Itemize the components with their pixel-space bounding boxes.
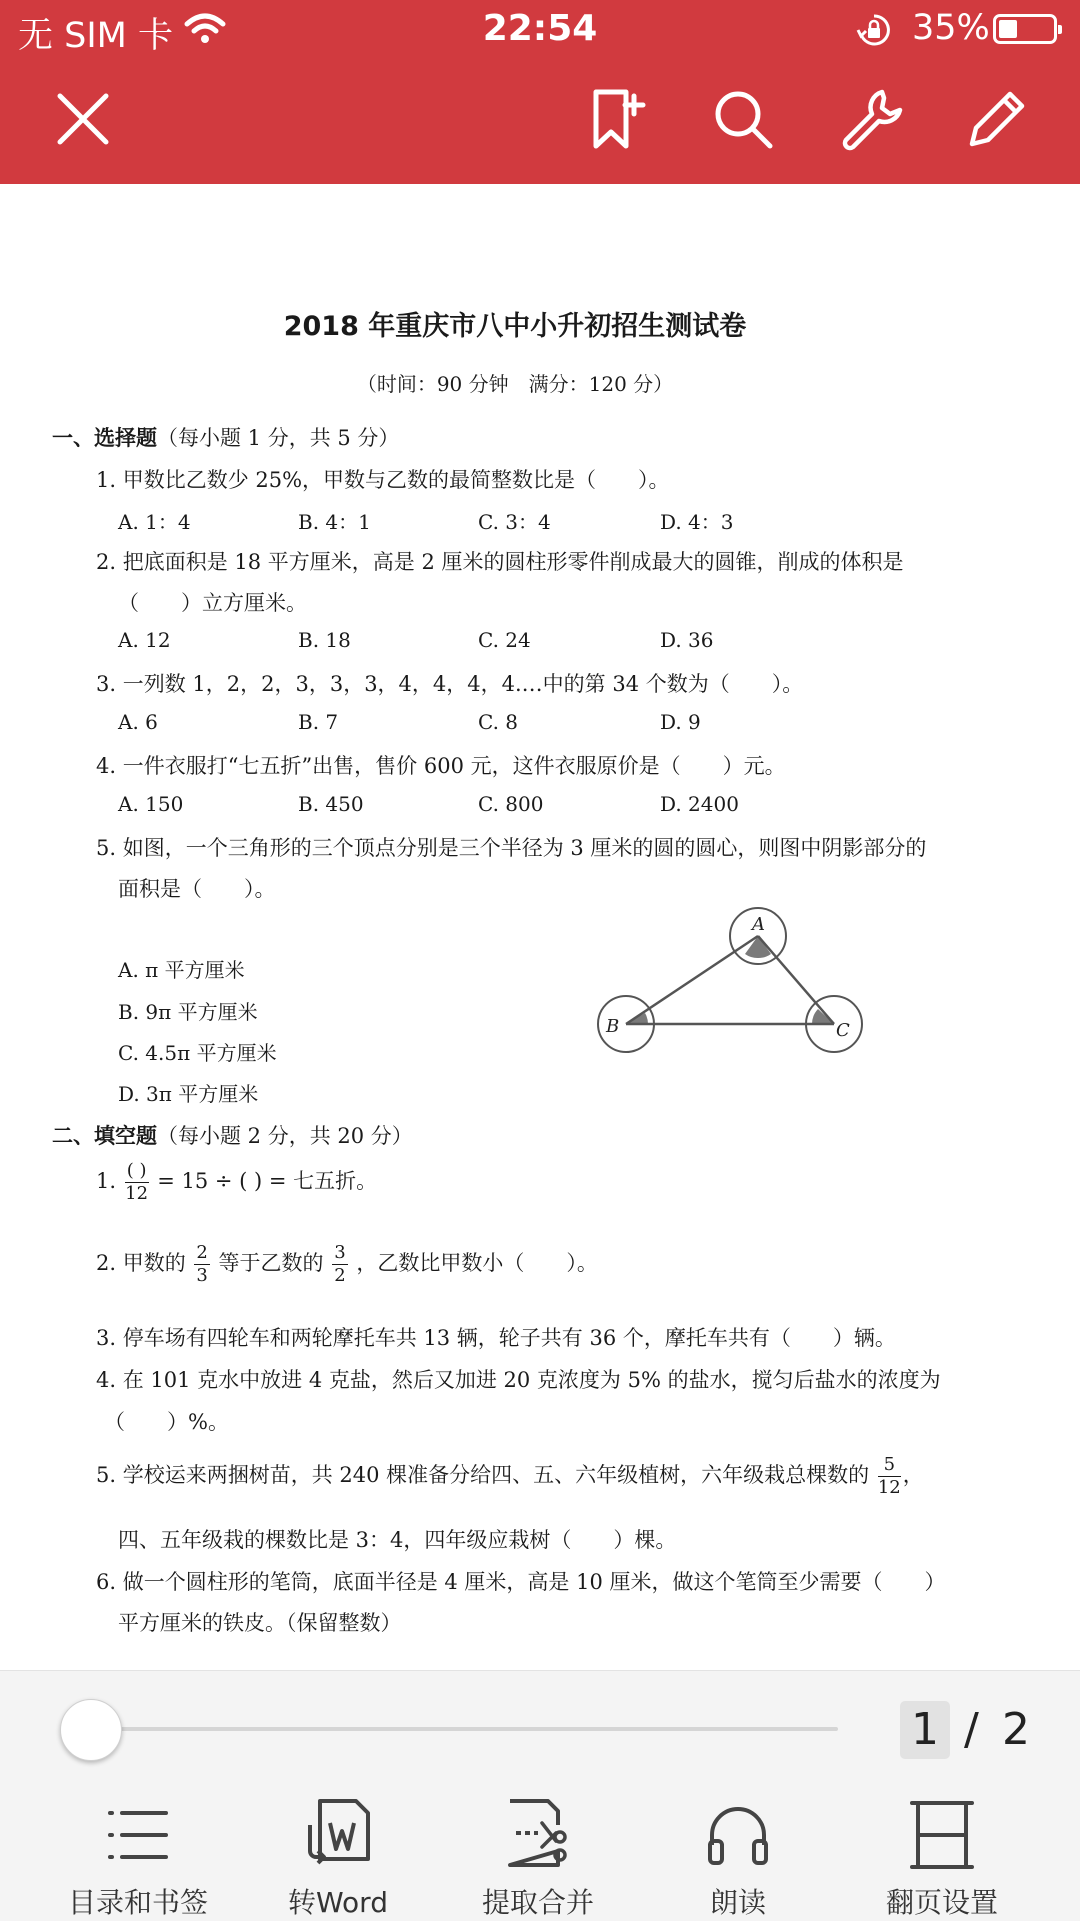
clock: 22:54 [482, 8, 598, 49]
option: C. 800 [478, 792, 544, 816]
convert-word-button[interactable] [238, 1795, 438, 1921]
extract-merge-icon [498, 1795, 578, 1875]
question-text: 5. 学校运来两捆树苗，共 240 棵准备分给四、五、六年级植树，六年级栽总棵数的 [96, 1463, 870, 1487]
option: A. 150 [118, 792, 184, 816]
option: C. 4.5π 平方厘米 [118, 1041, 277, 1065]
close-icon[interactable] [48, 84, 118, 154]
fraction-numerator: 2 [196, 1242, 208, 1263]
fraction-numerator: 3 [334, 1242, 346, 1263]
question-text: 2. 甲数的 [96, 1251, 186, 1275]
option: B. 4：1 [298, 510, 371, 534]
option: A. 6 [118, 710, 158, 734]
option: A. 1：4 [118, 510, 191, 534]
triangle-figure [590, 904, 870, 1074]
section-note: （每小题 2 分，共 20 分） [157, 1124, 413, 1148]
question-text: 4. 在 101 克水中放进 4 克盐，然后又加进 20 克浓度为 5% 的盐水，搅匀后盐水的浓度为 [96, 1368, 941, 1392]
question-text-cont: 四、五年级栽的棵数比是 3：4，四年级应栽树（ ）棵。 [118, 1528, 677, 1552]
question-text: 等于乙数的 [218, 1251, 324, 1275]
section-note: （每小题 1 分，共 5 分） [157, 426, 400, 450]
pencil-icon[interactable] [962, 84, 1032, 154]
question-text: = 15 ÷ ( ) = 七五折。 [157, 1169, 378, 1193]
option: A. 12 [118, 628, 171, 652]
current-page-input[interactable]: 1 [900, 1701, 950, 1759]
fraction-denominator: 12 [877, 1477, 901, 1498]
option: A. π 平方厘米 [118, 958, 245, 982]
option: B. 7 [298, 710, 339, 734]
question-text: 5. 如图，一个三角形的三个顶点分别是三个半径为 3 厘米的圆的圆心，则图中阴影部分的 [96, 836, 927, 860]
fraction-numerator: ( ) [126, 1160, 147, 1181]
option: D. 3π 平方厘米 [118, 1082, 259, 1106]
fraction-denominator: 3 [196, 1265, 208, 1286]
option: C. 3：4 [478, 510, 551, 534]
vertex-label-b: B [606, 1016, 620, 1037]
nav-label: 目录和书签 [67, 1886, 208, 1919]
question-text: 3. 停车场有四轮车和两轮摩托车共 13 辆，轮子共有 36 个，摩托车共有（ ）辆。 [96, 1326, 896, 1350]
wrench-icon[interactable] [836, 84, 906, 154]
battery-percent: 35% [912, 8, 990, 48]
section-heading [52, 422, 399, 452]
battery-icon [993, 14, 1057, 44]
option: D. 2400 [660, 792, 739, 816]
vertex-label-c: C [836, 1020, 850, 1041]
rotation-lock-icon [856, 12, 892, 52]
toc-bookmarks-button[interactable] [38, 1795, 238, 1921]
question-text: ， [902, 1463, 924, 1487]
question-text: 1. 甲数比乙数少 25%，甲数与乙数的最简整数比是（ ）。 [96, 468, 670, 492]
fraction-denominator: 2 [334, 1265, 346, 1286]
option: D. 36 [660, 628, 714, 652]
nav-label: 提取合并 [481, 1886, 594, 1919]
page-slider-knob[interactable] [60, 1699, 122, 1761]
fraction [878, 1454, 901, 1499]
option: C. 24 [478, 628, 531, 652]
question-text-cont: 面积是（ ）。 [118, 877, 276, 901]
section-title: 二、填空题 [52, 1123, 157, 1148]
vertex-label-a: A [752, 914, 765, 935]
fraction [332, 1242, 347, 1287]
fraction-denominator: 12 [125, 1183, 149, 1204]
question-text: 3. 一列数 1，2，2，3，3，3，4，4，4，4.…中的第 34 个数为（ ）。 [96, 672, 804, 696]
question-text-cont: （ ）%。 [104, 1410, 229, 1434]
fraction [194, 1242, 209, 1287]
document-title: 2018 年重庆市八中小升初招生测试卷 [283, 311, 747, 342]
option: D. 4：3 [660, 510, 734, 534]
option: B. 9π 平方厘米 [118, 1000, 258, 1024]
fill-question [96, 1160, 377, 1205]
bottom-panel [0, 1670, 1080, 1921]
search-icon[interactable] [708, 84, 778, 154]
question-text: 4. 一件衣服打“七五折”出售，售价 600 元，这件衣服原价是（ ）元。 [96, 754, 786, 778]
question-text: 2. 把底面积是 18 平方厘米，高是 2 厘米的圆柱形零件削成最大的圆锥，削成的体积是 [96, 550, 904, 574]
section-title: 一、选择题 [52, 425, 157, 450]
page-separator: / [964, 1704, 979, 1755]
bookmark-add-icon[interactable] [582, 84, 652, 154]
nav-label: 转Word [288, 1886, 388, 1919]
fraction-numerator: 5 [878, 1454, 901, 1477]
page-turn-settings-button[interactable] [842, 1795, 1042, 1921]
question-text: ，乙数比甲数小（ ）。 [356, 1251, 598, 1275]
extract-merge-button[interactable] [438, 1795, 638, 1921]
document-page[interactable] [0, 184, 1080, 1670]
carrier-label: 无 SIM 卡 [18, 16, 173, 56]
headphones-icon [698, 1795, 778, 1875]
option: C. 8 [478, 710, 519, 734]
question-text: 6. 做一个圆柱形的笔筒，底面半径是 4 厘米，高是 10 厘米，做这个笔筒至少需要（ ） [96, 1570, 946, 1594]
nav-label: 翻页设置 [885, 1886, 998, 1919]
option: D. 9 [660, 710, 701, 734]
status-bar [0, 0, 1080, 60]
option: B. 450 [298, 792, 364, 816]
fill-question [96, 1454, 924, 1499]
document-subtitle: （时间：90 分钟 满分：120 分） [356, 372, 674, 396]
question-text-cont: （ ）立方厘米。 [118, 591, 307, 615]
question-text-cont: 平方厘米的铁皮。（保留整数） [118, 1611, 402, 1635]
fraction [125, 1160, 149, 1205]
section-heading [52, 1120, 413, 1150]
read-aloud-button[interactable] [638, 1795, 838, 1921]
option: B. 18 [298, 628, 351, 652]
question-number: 1. [96, 1169, 117, 1193]
nav-label: 朗读 [709, 1886, 766, 1919]
word-convert-icon [298, 1795, 378, 1875]
total-pages: 2 [1002, 1704, 1030, 1755]
page-turn-icon [902, 1795, 982, 1875]
fill-question [96, 1242, 598, 1287]
page-slider-track[interactable] [90, 1727, 838, 1731]
top-header [0, 0, 1080, 184]
list-icon [98, 1795, 178, 1875]
